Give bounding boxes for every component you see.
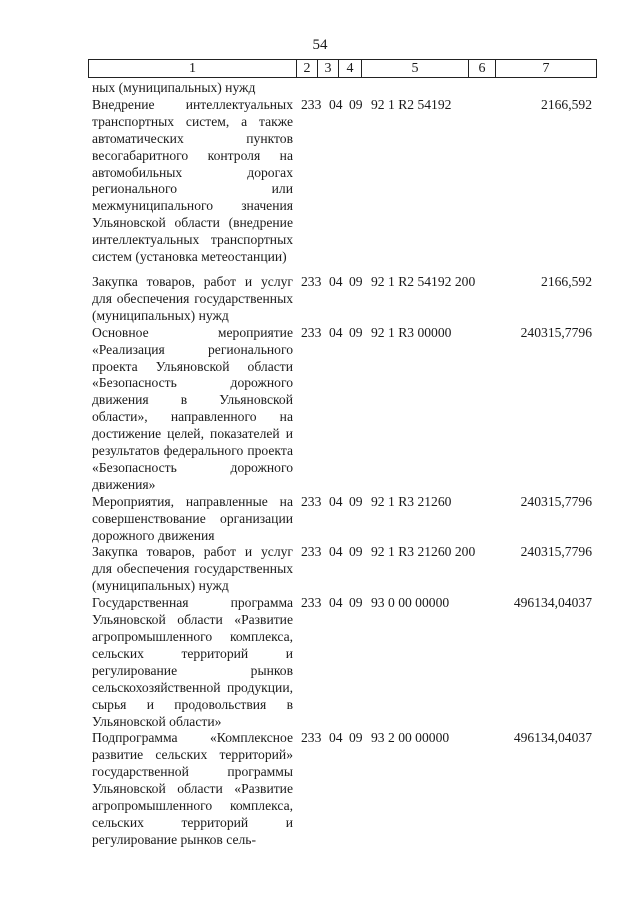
code-section: 04 [329, 595, 343, 611]
row-amount: 240315,7796 [520, 324, 592, 340]
table-row [0, 595, 640, 730]
code-section: 04 [329, 730, 343, 746]
code-expense-type: 200 [454, 544, 476, 560]
table-row [0, 494, 640, 545]
page-number: 54 [312, 37, 328, 53]
code-target-article: 93 0 00 00000 [371, 595, 450, 611]
row-description: ных (муниципальных) нужд [92, 80, 256, 95]
code-subsection: 09 [349, 595, 363, 611]
row-amount: 2166,592 [541, 273, 592, 289]
row-codes [301, 544, 475, 561]
row-codes [301, 730, 453, 747]
col-header-7: 7 [496, 60, 597, 78]
row-description: Внедрение интеллектуальных транспортных систем, а также автоматических пунктов весогабаритного контроля на автомобильных дорогах регионального или межмуниципального значения Ульяновской области (внедрение интеллектуальных транспортных систем (установка метеостанции) [92, 96, 293, 265]
code-target-article: 92 1 R2 54192 [371, 273, 452, 289]
row-amount: 240315,7796 [520, 544, 592, 560]
code-subsection: 09 [349, 730, 363, 746]
table-row [0, 325, 640, 494]
row-codes [301, 595, 453, 612]
code-section: 04 [329, 273, 343, 289]
code-subsection: 09 [349, 96, 363, 112]
code-admin: 233 [301, 96, 322, 112]
col-header-1: 1 [89, 60, 297, 78]
column-header-row [88, 59, 597, 78]
col-header-3: 3 [318, 60, 339, 78]
table-row [0, 97, 640, 266]
row-codes [301, 325, 455, 342]
row-amount: 496134,04037 [513, 595, 592, 611]
code-admin: 233 [301, 324, 322, 340]
code-subsection: 09 [349, 273, 363, 289]
row-description: Подпрограмма «Комплексное развитие сельских территорий» государственной программы Ульяновской области «Развитие агропромышленного комплекса, сельских территорий и регулирование рынков сель- [92, 730, 293, 847]
code-admin: 233 [301, 544, 322, 560]
code-target-article: 92 1 R3 21260 [371, 493, 452, 509]
col-header-6: 6 [469, 60, 496, 78]
code-admin: 233 [301, 493, 322, 509]
table-row-continuation [0, 80, 640, 97]
code-target-article: 92 1 R3 00000 [371, 324, 452, 340]
row-description: Закупка товаров, работ и услуг для обеспечения государственных (муниципальных) нужд [92, 273, 293, 323]
col-header-4: 4 [339, 60, 362, 78]
code-subsection: 09 [349, 544, 363, 560]
code-target-article: 92 1 R3 21260 [371, 544, 452, 560]
col-header-5: 5 [362, 60, 469, 78]
code-section: 04 [329, 544, 343, 560]
code-admin: 233 [301, 273, 322, 289]
code-expense-type: 200 [454, 273, 476, 289]
row-amount: 2166,592 [541, 96, 592, 112]
table-row [0, 544, 640, 595]
row-description: Основное мероприятие «Реализация регионального проекта Ульяновской области «Безопасность дорожного движения в Ульяновской области», направленного на достижение целей, показателей и результатов федерального проекта «Безопасность дорожного движения» [92, 324, 293, 492]
code-target-article: 93 2 00 00000 [371, 730, 450, 746]
row-amount: 240315,7796 [520, 493, 592, 509]
code-admin: 233 [301, 595, 322, 611]
table-row [0, 274, 640, 325]
row-codes [301, 494, 455, 511]
row-description: Закупка товаров, работ и услуг для обеспечения государственных (муниципальных) нужд [92, 544, 293, 594]
code-section: 04 [329, 96, 343, 112]
code-section: 04 [329, 324, 343, 340]
code-target-article: 92 1 R2 54192 [371, 96, 452, 112]
row-codes [301, 274, 475, 291]
code-admin: 233 [301, 730, 322, 746]
code-subsection: 09 [349, 493, 363, 509]
row-description: Государственная программа Ульяновской области «Развитие агропромышленного комплекса, сельских территорий и регулирование рынков сельскохозяйственной продукции, сырья и продовольствия в Ульяновской области» [92, 595, 293, 729]
row-amount: 496134,04037 [513, 730, 592, 746]
budget-table-body [0, 80, 640, 849]
row-description: Мероприятия, направленные на совершенствование организации дорожного движения [92, 493, 293, 543]
table-row [0, 730, 640, 848]
col-header-2: 2 [297, 60, 318, 78]
code-subsection: 09 [349, 324, 363, 340]
code-section: 04 [329, 493, 343, 509]
row-codes [301, 97, 455, 114]
